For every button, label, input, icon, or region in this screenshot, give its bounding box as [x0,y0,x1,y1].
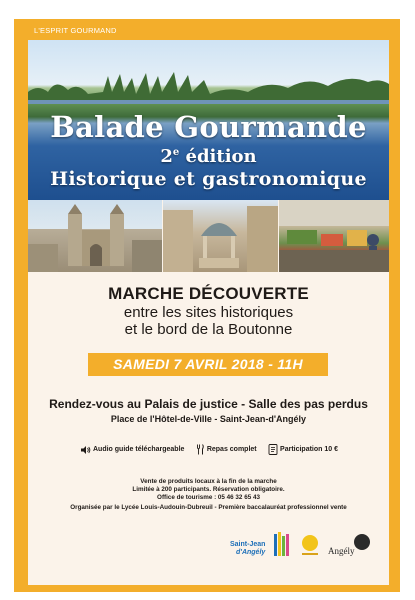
hero-banner [28,40,389,200]
event-line-2: et le bord de la Boutonne [124,321,293,338]
info-line-2: Limitée à 200 participants. Réservation obligatoire. [132,486,285,493]
angely-logo [328,534,370,556]
event-line-1: entre les sites historiques [123,304,294,321]
partner-logos [228,528,378,562]
abbey-photo [28,200,162,272]
saint-jean-logo [230,541,266,556]
audio-icon [80,445,91,455]
feature-meal: Repas complet [196,444,257,455]
info-line-1: Vente de produits locaux à la fin de la marche [140,478,277,485]
well-square-photo [163,200,279,272]
market-photo [279,200,389,272]
features-row [80,444,338,455]
section-tag: L'ESPRIT GOURMAND [28,24,123,37]
feature-audio: Audio guide téléchargeable [80,445,184,455]
ticket-icon [268,444,278,455]
photo-strip [28,200,389,272]
treeline-image [28,70,389,104]
venue-address: Place de l'Hôtel-de-Ville - Saint-Jean-d'Angély [110,414,307,424]
event-date-banner: SAMEDI 7 AVRIL 2018 - 11H [88,353,328,376]
event-type: MARCHE DÉCOUVERTE [108,284,309,303]
hero-edition: 2e édition [160,146,257,167]
info-line-3: Office de tourisme : 05 46 32 65 43 [157,494,260,501]
svg-text:d'Angély: d'Angély [236,549,266,556]
hero-subtitle: Historique et gastronomique [50,168,367,190]
feature-fee: Participation 10 € [268,444,338,455]
svg-text:Angély: Angély [328,546,355,556]
lycee-logo [274,532,289,556]
svg-text:Saint-Jean: Saint-Jean [230,541,266,548]
cutlery-icon [196,444,205,455]
meeting-point: Rendez-vous au Palais de justice - Salle des pas perdus [49,397,368,411]
info-line-4: Organisée par le Lycée Louis-Audouin-Dubreuil - Première baccalauréat professionnel vente [70,504,347,511]
sun-logo [302,535,318,555]
hero-title: Balade Gourmande [50,110,367,144]
